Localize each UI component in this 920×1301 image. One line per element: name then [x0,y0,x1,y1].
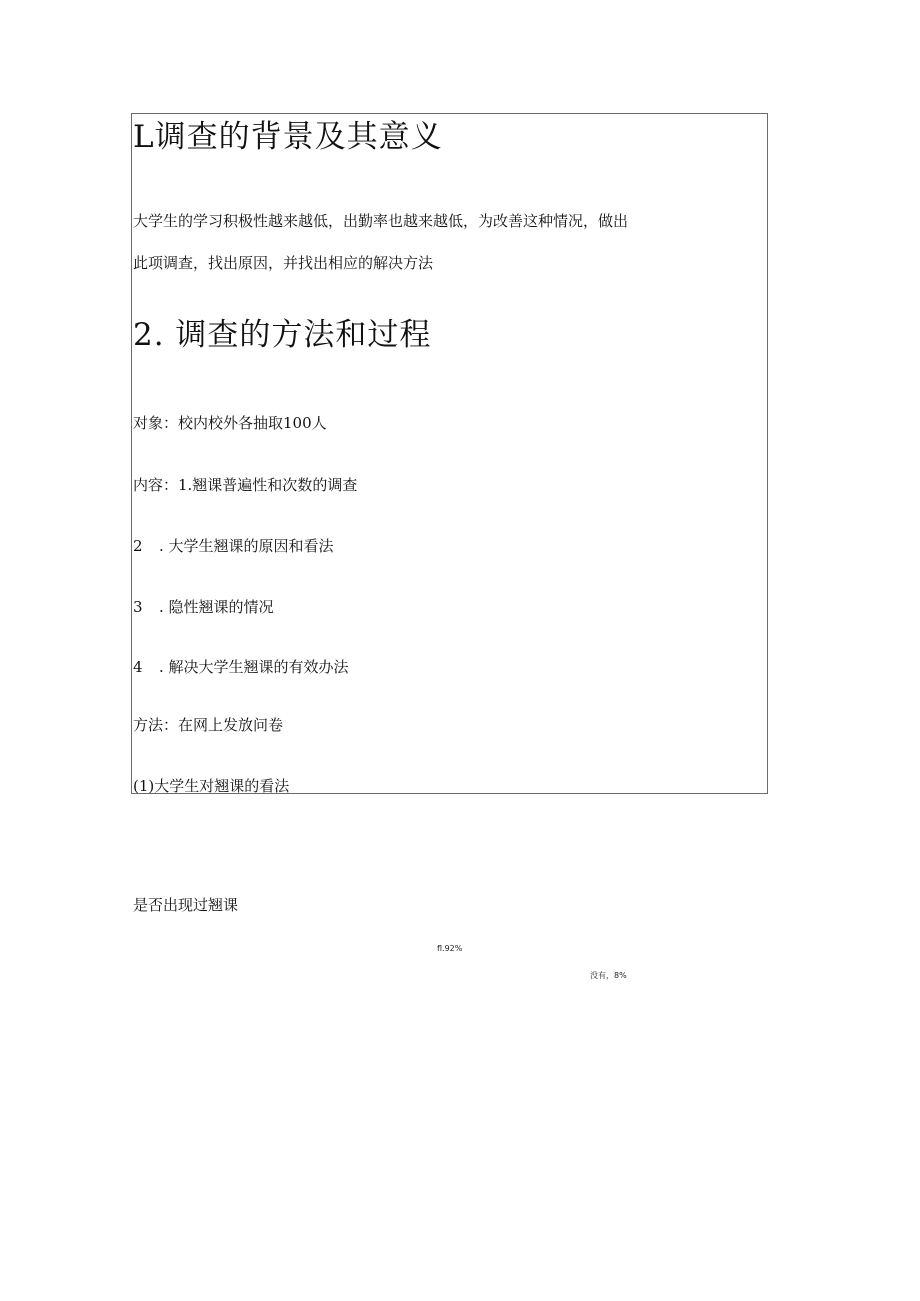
subsection-1-title: (1)大学生对翘课的看法 [133,777,290,795]
chart-label-yes: fl.92% [437,944,463,953]
survey-object: 对象：校内校外各抽取100人 [133,414,327,432]
list-item-number: 2 [133,537,143,555]
list-item [133,536,334,556]
list-item-text: . 解决大学生翘课的有效办法 [159,658,349,676]
list-item-number: 3 [133,598,143,616]
section-1-paragraph-line-1: 大学生的学习积极性越来越低，出勤率也越来越低，为改善这种情况，做出 [133,212,629,230]
chart-label-no: 没有，8% [590,971,627,980]
survey-content: 内容：1.翘课普遍性和次数的调查 [133,476,358,494]
list-item [133,597,274,617]
list-item-number: 4 [133,658,143,676]
section-1-heading: L调查的背景及其意义 [133,119,443,155]
section-2-heading: 2. 调查的方法和过程 [133,317,432,353]
survey-method: 方法：在网上发放问卷 [133,716,284,734]
list-item [133,657,349,677]
list-item-text: . 隐性翘课的情况 [159,598,274,616]
chart-question: 是否出现过翘课 [133,896,239,914]
list-item-text: . 大学生翘课的原因和看法 [159,537,334,555]
section-1-paragraph-line-2: 此项调查，找出原因，并找出相应的解决方法 [133,254,434,272]
